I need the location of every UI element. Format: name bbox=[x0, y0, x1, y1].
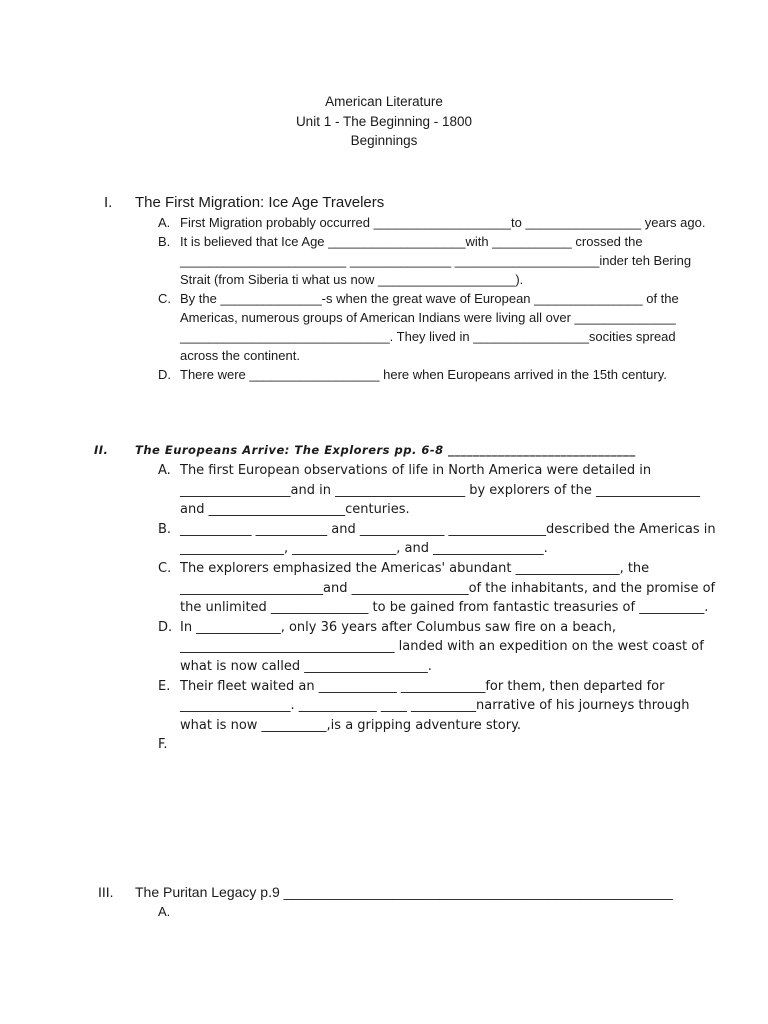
item-letter: D. bbox=[158, 367, 171, 382]
document-header bbox=[0, 92, 768, 151]
list-item bbox=[158, 365, 713, 384]
list-item bbox=[158, 677, 718, 736]
item-letter: B. bbox=[158, 521, 172, 537]
item-text: The explorers emphasized the Americas' abundant ________________, the ______________________and __________________of the inhabitants, and the promise of the unlimited _______________ to be gained from fantastic treasuries of __________. bbox=[180, 560, 716, 616]
item-text: There were __________________ here when Europeans arrived in the 15th century. bbox=[180, 367, 667, 382]
course-title: American Literature bbox=[325, 94, 443, 109]
list-item bbox=[158, 618, 718, 677]
item-letter: A. bbox=[158, 904, 171, 919]
item-text: Their fleet waited an ____________ _____________for them, then departed for _________________. ____________ ____ __________narrative of his journeys through what is now __________,is a gripping adventure story. bbox=[180, 678, 690, 733]
item-list bbox=[158, 461, 718, 753]
list-item bbox=[158, 559, 718, 618]
section-subtitle: Beginnings bbox=[350, 133, 418, 148]
list-item bbox=[158, 213, 713, 232]
item-letter: D. bbox=[158, 619, 173, 635]
section-title: The Europeans Arrive: The Explorers pp. 6-8 ______________________________ bbox=[135, 443, 636, 457]
unit-title: Unit 1 - The Beginning - 1800 bbox=[295, 113, 473, 129]
item-list bbox=[158, 213, 713, 384]
item-letter: E. bbox=[158, 678, 171, 694]
list-item bbox=[158, 232, 713, 289]
item-letter: A. bbox=[158, 215, 171, 230]
item-text: The first European observations of life in North America were detailed in _________________and in ____________________ by explorers of the ________________ and _____________________centuries. bbox=[180, 463, 700, 518]
item-text: In _____________, only 36 years after Columbus saw fire on a beach, _________________________________ landed with an expedition on the west coast of what is now called ___________________. bbox=[180, 619, 704, 674]
section-title: The First Migration: Ice Age Travelers bbox=[135, 194, 385, 211]
section-title: The Puritan Legacy p.9 __________________________________________________ bbox=[135, 884, 673, 900]
item-letter: F. bbox=[158, 737, 168, 753]
item-letter: B. bbox=[158, 234, 171, 249]
section-numeral: II. bbox=[94, 443, 109, 457]
item-letter: A. bbox=[158, 463, 171, 478]
item-text: It is believed that Ice Age ___________________with ___________ crossed the _______________________ ______________ ____________________inder teh Bering Strait (from Siberia ti what us now ___________________). bbox=[180, 234, 692, 287]
section-numeral: I. bbox=[104, 194, 113, 211]
list-item bbox=[158, 461, 718, 520]
list-item bbox=[158, 289, 713, 365]
item-letter: C. bbox=[158, 560, 172, 576]
section-numeral: III. bbox=[98, 884, 114, 900]
list-item bbox=[158, 520, 718, 559]
item-letter: C. bbox=[158, 291, 171, 306]
item-text: First Migration probably occurred ___________________to ________________ years ago. bbox=[180, 215, 706, 230]
item-text: ___________ ___________ and _____________ _______________described the Americas in ________________, ________________, and _________________. bbox=[180, 521, 716, 557]
item-text: By the ______________-s when the great wave of European _______________ of the Americas, numerous groups of American Indians were living all over ______________ _____________________________. They lived in ________________socities spread across the continent. bbox=[180, 291, 679, 363]
